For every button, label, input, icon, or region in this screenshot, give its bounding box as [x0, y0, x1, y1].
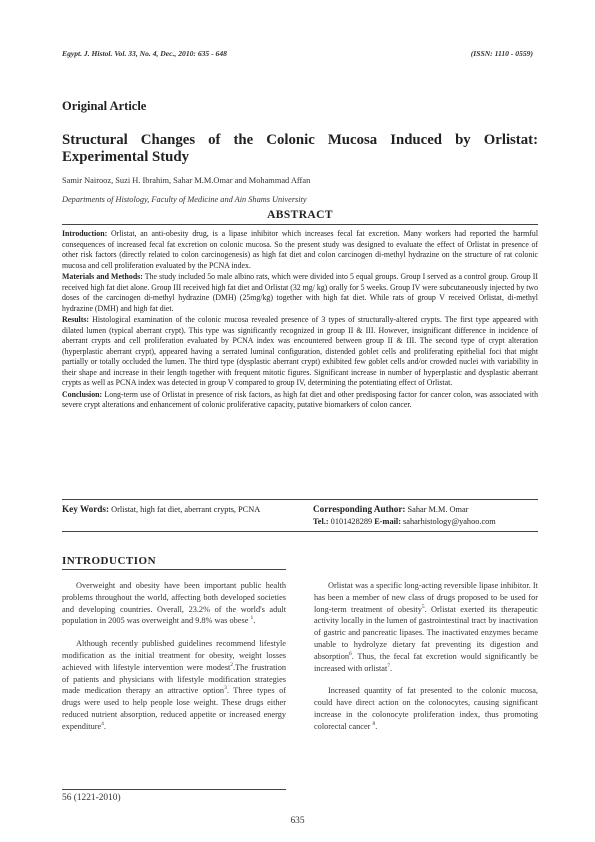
reference-7: 7	[387, 662, 391, 669]
contact-line	[313, 516, 538, 528]
abstract-methods-label: Materials and Methods:	[62, 272, 143, 281]
abstract-methods-text: The study included 5o male albino rats, which were divided into 5 equal groups. Group I served as a control group. Group II received high fat diet alone. Group III received high fat diet and Orlistat (32 mg/ kg) orally for 5 weeks. Group IV were subcutaneously injected by two doses of the carcinogen di-methyl hydrazine (DMH) (25mg/kg) together with high fat diet. While rats of group V received Orlistat, di-methyl hydrazine (DMH) and high fat diet.	[62, 272, 539, 313]
author-list: Samir Nairooz, Suzi H. Ibrahim, Sahar M.M.Omar and Mohammad Affan	[62, 176, 311, 185]
right-paragraph-2	[314, 685, 538, 732]
corresponding-author-name: Sahar M.M. Omar	[405, 505, 469, 514]
abstract-intro-label: Introduction:	[62, 229, 108, 238]
manuscript-id: 56 (1221-2010)	[62, 793, 121, 803]
email-label: E-mail:	[374, 516, 401, 526]
left-p1-text: Overweight and obesity have been important public health problems throughout the world, affecting both developed societies and developing countries. Overall, 23.2% of the world's adult population in 2005 was overweight and 9.8% was obese	[62, 581, 286, 626]
abstract-results-label: Results:	[62, 315, 90, 324]
reference-5: 5	[421, 603, 425, 610]
right-p1-text-c: . Thus, the fecal fat excretion would significantly be increased with orlistat	[314, 651, 538, 673]
left-column	[62, 580, 286, 744]
right-p2-text-b: .	[375, 721, 378, 731]
right-p1-text-a: Orlistat was a specific long-acting reversible lipase inhibitor. It has been a member of new class of drugs proposed to be used for long-term treatment of obesity	[314, 581, 538, 614]
left-p2-text-d: .	[103, 721, 106, 731]
correspondence	[313, 504, 538, 527]
abstract-methods	[62, 272, 538, 314]
left-p2-text-b: .The frustration of patients and physicians with lifestyle modification strategies made medication therapy an attractive option	[62, 662, 286, 696]
reference-6: 6	[349, 651, 352, 658]
abstract-introduction	[62, 229, 538, 271]
keywords-label: Key Words:	[62, 504, 110, 514]
tel-number: 0101428289	[328, 516, 375, 526]
section-divider	[62, 531, 538, 532]
abstract-heading: ABSTRACT	[267, 209, 333, 221]
reference-4: 4	[101, 721, 104, 727]
reference-1: 1	[250, 615, 254, 622]
abstract-bottom-rule	[62, 499, 538, 500]
keywords	[62, 504, 286, 516]
keywords-text: Orlistat, high fat diet, aberrant crypts, PCNA	[109, 505, 261, 514]
right-p1-text-b: . Orlistat exerted its therapeutic activity locally in the lumen of gastrointestinal tract by inactivation of gastric and pancreatic lipases. The inactivated enzymes became unable to hydrolyze dietary fat preventing its digestion and absorption	[314, 604, 538, 661]
abstract-conclusion-text: Long-term use of Orlistat in presence of risk factors, as high fat diet and other predisposing factor for cancer colon, was associated with severe crypt alterations and enhancement of colonic proliferative capacity, putative biomarkers of colon cancer.	[62, 389, 538, 409]
reference-8: 8	[372, 721, 376, 727]
page-number: 635	[290, 816, 305, 826]
corresponding-author-label: Corresponding Author:	[313, 504, 406, 514]
abstract-body	[62, 229, 538, 412]
right-p2-text-a: Increased quantity of fat presented to the colonic mucosa, could have direct action on the colonocytes, causing significant increase in the colonocyte proliferation index, thus promoting colorectal cancer	[314, 686, 538, 731]
abstract-conclusion	[62, 390, 538, 411]
affiliation: Departments of Histology, Faculty of Medicine and Ain Shams University	[62, 195, 307, 204]
reference-3: 3	[224, 685, 227, 692]
abstract-results	[62, 315, 538, 389]
article-title: Structural Changes of the Colonic Mucosa Induced by Orlistat: Experimental Study	[62, 132, 538, 165]
right-paragraph-1	[314, 580, 538, 674]
corresponding-author-line	[313, 504, 538, 516]
running-header	[62, 49, 533, 61]
left-paragraph-1	[62, 580, 286, 627]
issn: (ISSN: 1110 - 0559)	[470, 49, 533, 58]
left-p2-text-a: Although recently published guidelines recommend lifestyle modification as the initial treatment for obesity, weight losses achieved with lifestyle intervention were modest	[62, 639, 286, 672]
reference-2: 2	[230, 662, 234, 669]
footnote-rule	[62, 789, 286, 790]
left-p2-text-c: . Three types of drugs were used to help people lose weight. These drugs either reduced nutrient absorption, reduced appetite or increased energy expenditure	[62, 686, 286, 731]
left-paragraph-2	[62, 638, 286, 732]
journal-citation: Egypt. J. Histol. Vol. 33, No. 4, Dec., 2010: 635 - 648	[62, 49, 227, 58]
left-p1-end: .	[253, 616, 256, 626]
introduction-heading: INTRODUCTION	[62, 555, 286, 570]
right-p1-text-d: .	[390, 663, 393, 673]
article-type: Original Article	[62, 99, 147, 113]
email-address[interactable]: saharhistology@yahoo.com	[400, 516, 496, 526]
tel-label: Tel.:	[313, 516, 329, 526]
abstract-results-text: Histological examination of the colonic mucosa revealed presence of 3 types of structurally-altered crypts. The first type appeared with dilated lumen (typical aberrant crypt). This type was significantly recognized in group II & III. However, insignificant difference in incidence of aberrant crypts and cell proliferation evaluated by PCNA index was encountered between group II & III. The second type of crypt alteration (hyperplastic aberrant crypt), appeared having a serrated luminal configuration, distended goblet cells and proliferating epithelial foci that might partially or totally occluded the lumen. The third type (dysplastic aberrant crypt) exhibited few goblet cells and/or crowded nuclei with variability in their shape and increase in their length together with frequent mitotic figures. Significant increase in number of hyperplastic and dysplastic aberrant crypts as well as PCNA index was detected in group V compared to group IV, determining the potentiating effect of Orlistat.	[62, 315, 538, 387]
abstract-intro-text: Orlistat, an anti-obesity drug, is a lipase inhibitor which increases fecal fat excretion. Many workers had reported the harmful consequences of increased fecal fat excretion on colonic mucosa. So the present study was designed to evaluate the effect of Orlistat in presence of other risk factors (directly related to colon carcinogenesis) as high fat diet and colon carcinogen di-methyl hydrazine on the structure of rat colonic mucosa and cell proliferation evaluated by the PCNA index.	[62, 229, 538, 270]
abstract-conclusion-label: Conclusion:	[62, 389, 103, 399]
abstract-top-rule	[62, 224, 538, 225]
right-column	[314, 580, 538, 744]
